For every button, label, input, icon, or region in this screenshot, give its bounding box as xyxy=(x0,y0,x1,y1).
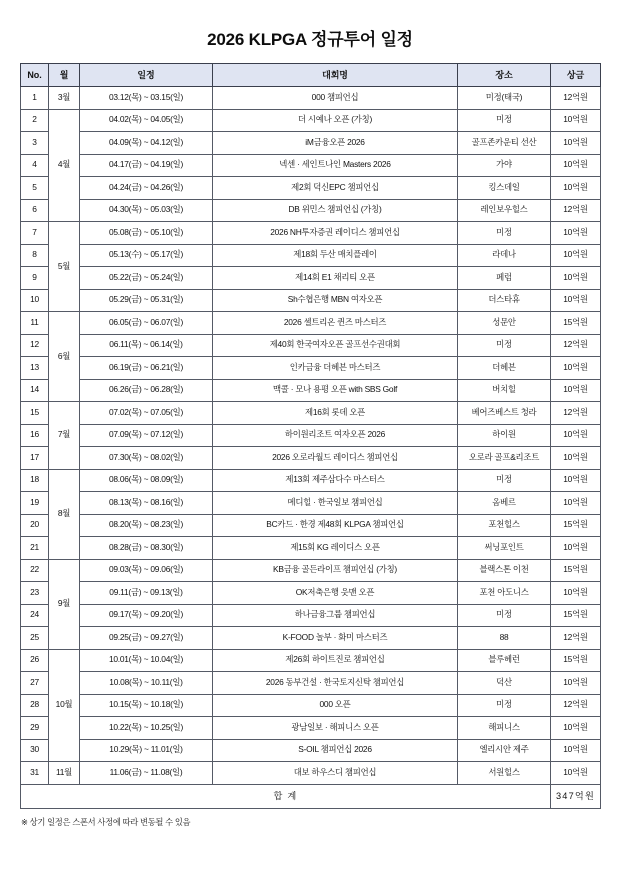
cell-no: 16 xyxy=(21,424,49,447)
table-row xyxy=(21,447,601,470)
cell-date: 06.11(목) ~ 06.14(일) xyxy=(80,334,213,357)
cell-place: 페럼 xyxy=(458,267,551,290)
cell-no: 19 xyxy=(21,492,49,515)
cell-name: 인카금융 더헤븐 마스터즈 xyxy=(213,357,458,380)
table-row xyxy=(21,492,601,515)
cell-prize: 10억원 xyxy=(551,762,601,785)
cell-prize: 10억원 xyxy=(551,582,601,605)
cell-date: 03.12(목) ~ 03.15(일) xyxy=(80,87,213,110)
table-row xyxy=(21,312,601,335)
cell-no: 6 xyxy=(21,199,49,222)
cell-place: 미정 xyxy=(458,694,551,717)
cell-no: 17 xyxy=(21,447,49,470)
cell-no: 23 xyxy=(21,582,49,605)
cell-prize: 10억원 xyxy=(551,447,601,470)
cell-month: 4월 xyxy=(49,109,80,222)
cell-name: iM금융오픈 2026 xyxy=(213,132,458,155)
cell-prize: 10억원 xyxy=(551,222,601,245)
cell-name: 광남일보 · 해피니스 오픈 xyxy=(213,717,458,740)
cell-date: 06.05(금) ~ 06.07(일) xyxy=(80,312,213,335)
tournament-schedule-table xyxy=(20,63,601,809)
cell-prize: 12억원 xyxy=(551,87,601,110)
cell-date: 04.30(목) ~ 05.03(일) xyxy=(80,199,213,222)
table-row xyxy=(21,649,601,672)
table-row xyxy=(21,762,601,785)
table-row xyxy=(21,672,601,695)
cell-no: 20 xyxy=(21,514,49,537)
cell-name: DB 위민스 챔피언십 (가칭) xyxy=(213,199,458,222)
cell-no: 29 xyxy=(21,717,49,740)
cell-no: 31 xyxy=(21,762,49,785)
cell-month: 10월 xyxy=(49,649,80,762)
cell-name: 메디힐 · 한국일보 챔피언십 xyxy=(213,492,458,515)
cell-place: 미정 xyxy=(458,469,551,492)
cell-no: 13 xyxy=(21,357,49,380)
cell-place: 미정 xyxy=(458,109,551,132)
cell-name: OK저축은행 읏맨 오픈 xyxy=(213,582,458,605)
cell-name: 맥콜 · 모나 용평 오픈 with SBS Golf xyxy=(213,379,458,402)
table-row xyxy=(21,222,601,245)
schedule-table-container xyxy=(0,63,620,809)
cell-place: 미정 xyxy=(458,334,551,357)
column-header-name: 대회명 xyxy=(213,64,458,87)
cell-no: 25 xyxy=(21,627,49,650)
cell-name: S-OIL 챔피언십 2026 xyxy=(213,739,458,762)
cell-prize: 10억원 xyxy=(551,739,601,762)
table-row xyxy=(21,514,601,537)
table-footer xyxy=(21,784,601,808)
cell-month: 7월 xyxy=(49,402,80,470)
cell-name: 제16회 롯데 오픈 xyxy=(213,402,458,425)
cell-place: 블랙스톤 이천 xyxy=(458,559,551,582)
cell-name: Sh수협은행 MBN 여자오픈 xyxy=(213,289,458,312)
table-row xyxy=(21,154,601,177)
table-row xyxy=(21,402,601,425)
cell-place: 버치힐 xyxy=(458,379,551,402)
cell-prize: 10억원 xyxy=(551,537,601,560)
table-row xyxy=(21,379,601,402)
column-header-date: 일정 xyxy=(80,64,213,87)
column-header-prize: 상금 xyxy=(551,64,601,87)
cell-prize: 12억원 xyxy=(551,694,601,717)
cell-date: 07.09(목) ~ 07.12(일) xyxy=(80,424,213,447)
cell-date: 09.25(금) ~ 09.27(일) xyxy=(80,627,213,650)
cell-name: 하이원리조트 여자오픈 2026 xyxy=(213,424,458,447)
cell-prize: 12억원 xyxy=(551,627,601,650)
table-row xyxy=(21,109,601,132)
cell-name: 제2회 덕신EPC 챔피언십 xyxy=(213,177,458,200)
table-row xyxy=(21,132,601,155)
cell-prize: 10억원 xyxy=(551,132,601,155)
table-row xyxy=(21,244,601,267)
table-row xyxy=(21,199,601,222)
cell-date: 10.29(목) ~ 11.01(일) xyxy=(80,739,213,762)
table-row xyxy=(21,559,601,582)
cell-prize: 12억원 xyxy=(551,199,601,222)
cell-place: 엘리시안 제주 xyxy=(458,739,551,762)
column-header-month: 월 xyxy=(49,64,80,87)
cell-prize: 10억원 xyxy=(551,109,601,132)
page-title: 2026 KLPGA 정규투어 일정 xyxy=(207,30,413,49)
cell-place: 오로라 골프&리조트 xyxy=(458,447,551,470)
cell-prize: 10억원 xyxy=(551,244,601,267)
cell-no: 28 xyxy=(21,694,49,717)
cell-no: 22 xyxy=(21,559,49,582)
cell-no: 26 xyxy=(21,649,49,672)
cell-no: 14 xyxy=(21,379,49,402)
cell-prize: 15억원 xyxy=(551,649,601,672)
cell-month: 11월 xyxy=(49,762,80,785)
cell-prize: 12억원 xyxy=(551,334,601,357)
cell-place: 미정 xyxy=(458,222,551,245)
cell-name: 2026 NH투자증권 레이디스 챔피언십 xyxy=(213,222,458,245)
cell-date: 08.28(금) ~ 08.30(일) xyxy=(80,537,213,560)
cell-prize: 10억원 xyxy=(551,267,601,290)
table-row xyxy=(21,267,601,290)
cell-no: 5 xyxy=(21,177,49,200)
cell-place: 미정(태국) xyxy=(458,87,551,110)
cell-name: 제40회 한국여자오픈 골프선수권대회 xyxy=(213,334,458,357)
cell-name: 000 오픈 xyxy=(213,694,458,717)
cell-prize: 10억원 xyxy=(551,289,601,312)
cell-no: 18 xyxy=(21,469,49,492)
table-header xyxy=(21,64,601,87)
table-row xyxy=(21,694,601,717)
table-row xyxy=(21,289,601,312)
cell-prize: 10억원 xyxy=(551,717,601,740)
cell-place: 블루헤런 xyxy=(458,649,551,672)
cell-place: 베어즈베스트 청라 xyxy=(458,402,551,425)
cell-name: 000 챔피언십 xyxy=(213,87,458,110)
table-header-row xyxy=(21,64,601,87)
cell-prize: 10억원 xyxy=(551,357,601,380)
cell-name: 하나금융그룹 챔피언십 xyxy=(213,604,458,627)
cell-month: 3월 xyxy=(49,87,80,110)
cell-date: 05.29(금) ~ 05.31(일) xyxy=(80,289,213,312)
cell-place: 더스타휴 xyxy=(458,289,551,312)
cell-no: 27 xyxy=(21,672,49,695)
cell-no: 4 xyxy=(21,154,49,177)
footnote: ※ 상기 일정은 스폰서 사정에 따라 변동될 수 있음 xyxy=(21,816,191,827)
cell-place: 골프존카운티 선산 xyxy=(458,132,551,155)
cell-prize: 15억원 xyxy=(551,514,601,537)
cell-place: 서원힐스 xyxy=(458,762,551,785)
cell-name: 제14회 E1 채리티 오픈 xyxy=(213,267,458,290)
cell-date: 09.17(목) ~ 09.20(일) xyxy=(80,604,213,627)
cell-month: 9월 xyxy=(49,559,80,649)
cell-date: 04.02(목) ~ 04.05(일) xyxy=(80,109,213,132)
cell-date: 07.02(목) ~ 07.05(일) xyxy=(80,402,213,425)
cell-name: 2026 동부건설 · 한국토지신탁 챔피언십 xyxy=(213,672,458,695)
table-row xyxy=(21,537,601,560)
cell-prize: 10억원 xyxy=(551,177,601,200)
cell-no: 1 xyxy=(21,87,49,110)
cell-no: 24 xyxy=(21,604,49,627)
cell-date: 05.13(수) ~ 05.17(일) xyxy=(80,244,213,267)
cell-prize: 15억원 xyxy=(551,559,601,582)
cell-date: 06.19(금) ~ 06.21(일) xyxy=(80,357,213,380)
total-label: 합 계 xyxy=(21,784,551,808)
cell-no: 10 xyxy=(21,289,49,312)
cell-name: 제15회 KG 레이디스 오픈 xyxy=(213,537,458,560)
cell-place: 덕산 xyxy=(458,672,551,695)
cell-no: 11 xyxy=(21,312,49,335)
cell-prize: 10억원 xyxy=(551,154,601,177)
column-header-place: 장소 xyxy=(458,64,551,87)
cell-place: 미정 xyxy=(458,604,551,627)
cell-place: 88 xyxy=(458,627,551,650)
cell-no: 12 xyxy=(21,334,49,357)
table-row xyxy=(21,469,601,492)
cell-date: 10.15(목) ~ 10.18(일) xyxy=(80,694,213,717)
cell-prize: 10억원 xyxy=(551,492,601,515)
cell-prize: 10억원 xyxy=(551,469,601,492)
cell-name: KB금융 골든라이프 챔피언십 (가칭) xyxy=(213,559,458,582)
cell-place: 옴베르 xyxy=(458,492,551,515)
column-header-no: No. xyxy=(21,64,49,87)
cell-prize: 15억원 xyxy=(551,604,601,627)
table-row xyxy=(21,717,601,740)
cell-date: 05.08(금) ~ 05.10(일) xyxy=(80,222,213,245)
cell-name: BC카드 · 한경 제48회 KLPGA 챔피언십 xyxy=(213,514,458,537)
cell-date: 06.26(금) ~ 06.28(일) xyxy=(80,379,213,402)
cell-no: 2 xyxy=(21,109,49,132)
cell-no: 7 xyxy=(21,222,49,245)
cell-prize: 10억원 xyxy=(551,379,601,402)
cell-place: 하이원 xyxy=(458,424,551,447)
cell-no: 8 xyxy=(21,244,49,267)
cell-name: 제13회 제주삼다수 마스터스 xyxy=(213,469,458,492)
cell-date: 09.11(금) ~ 09.13(일) xyxy=(80,582,213,605)
total-prize-value: 347억원 xyxy=(551,784,601,808)
cell-no: 15 xyxy=(21,402,49,425)
table-row xyxy=(21,334,601,357)
cell-no: 3 xyxy=(21,132,49,155)
cell-prize: 15억원 xyxy=(551,312,601,335)
cell-place: 포천 아도니스 xyxy=(458,582,551,605)
cell-place: 레인보우힐스 xyxy=(458,199,551,222)
cell-date: 08.13(목) ~ 08.16(일) xyxy=(80,492,213,515)
cell-name: 더 시예나 오픈 (가칭) xyxy=(213,109,458,132)
cell-date: 10.08(목) ~ 10.11(일) xyxy=(80,672,213,695)
cell-place: 포천힐스 xyxy=(458,514,551,537)
table-row xyxy=(21,424,601,447)
table-row xyxy=(21,604,601,627)
cell-month: 5월 xyxy=(49,222,80,312)
cell-date: 04.17(금) ~ 04.19(일) xyxy=(80,154,213,177)
cell-month: 8월 xyxy=(49,469,80,559)
cell-name: 대보 하우스디 챔피언십 xyxy=(213,762,458,785)
table-row xyxy=(21,582,601,605)
cell-name: 넥센 · 세인트나인 Masters 2026 xyxy=(213,154,458,177)
total-row xyxy=(21,784,601,808)
cell-month: 6월 xyxy=(49,312,80,402)
table-row xyxy=(21,357,601,380)
cell-date: 10.22(목) ~ 10.25(일) xyxy=(80,717,213,740)
cell-no: 30 xyxy=(21,739,49,762)
cell-date: 08.06(목) ~ 08.09(일) xyxy=(80,469,213,492)
cell-place: 라데나 xyxy=(458,244,551,267)
cell-place: 성문안 xyxy=(458,312,551,335)
cell-date: 07.30(목) ~ 08.02(일) xyxy=(80,447,213,470)
cell-date: 04.24(금) ~ 04.26(일) xyxy=(80,177,213,200)
cell-date: 04.09(목) ~ 04.12(일) xyxy=(80,132,213,155)
cell-prize: 12억원 xyxy=(551,402,601,425)
table-row xyxy=(21,87,601,110)
cell-no: 21 xyxy=(21,537,49,560)
cell-place: 써닝포인트 xyxy=(458,537,551,560)
cell-place: 킹스데일 xyxy=(458,177,551,200)
table-row xyxy=(21,739,601,762)
cell-name: K-FOOD 놀부 · 화미 마스터즈 xyxy=(213,627,458,650)
cell-date: 09.03(목) ~ 09.06(일) xyxy=(80,559,213,582)
cell-date: 05.22(금) ~ 05.24(일) xyxy=(80,267,213,290)
cell-place: 해피니스 xyxy=(458,717,551,740)
cell-name: 제26회 하이트진로 챔피언십 xyxy=(213,649,458,672)
cell-name: 제18회 두산 매치플레이 xyxy=(213,244,458,267)
cell-date: 11.06(금) ~ 11.08(일) xyxy=(80,762,213,785)
table-row xyxy=(21,177,601,200)
cell-name: 2026 오로라월드 레이디스 챔피언십 xyxy=(213,447,458,470)
cell-date: 10.01(목) ~ 10.04(일) xyxy=(80,649,213,672)
cell-place: 더헤븐 xyxy=(458,357,551,380)
cell-name: 2026 셀트리온 퀸즈 마스터즈 xyxy=(213,312,458,335)
cell-place: 가야 xyxy=(458,154,551,177)
table-row xyxy=(21,627,601,650)
cell-prize: 10억원 xyxy=(551,424,601,447)
cell-prize: 10억원 xyxy=(551,672,601,695)
cell-date: 08.20(목) ~ 08.23(일) xyxy=(80,514,213,537)
cell-no: 9 xyxy=(21,267,49,290)
table-body xyxy=(21,87,601,785)
